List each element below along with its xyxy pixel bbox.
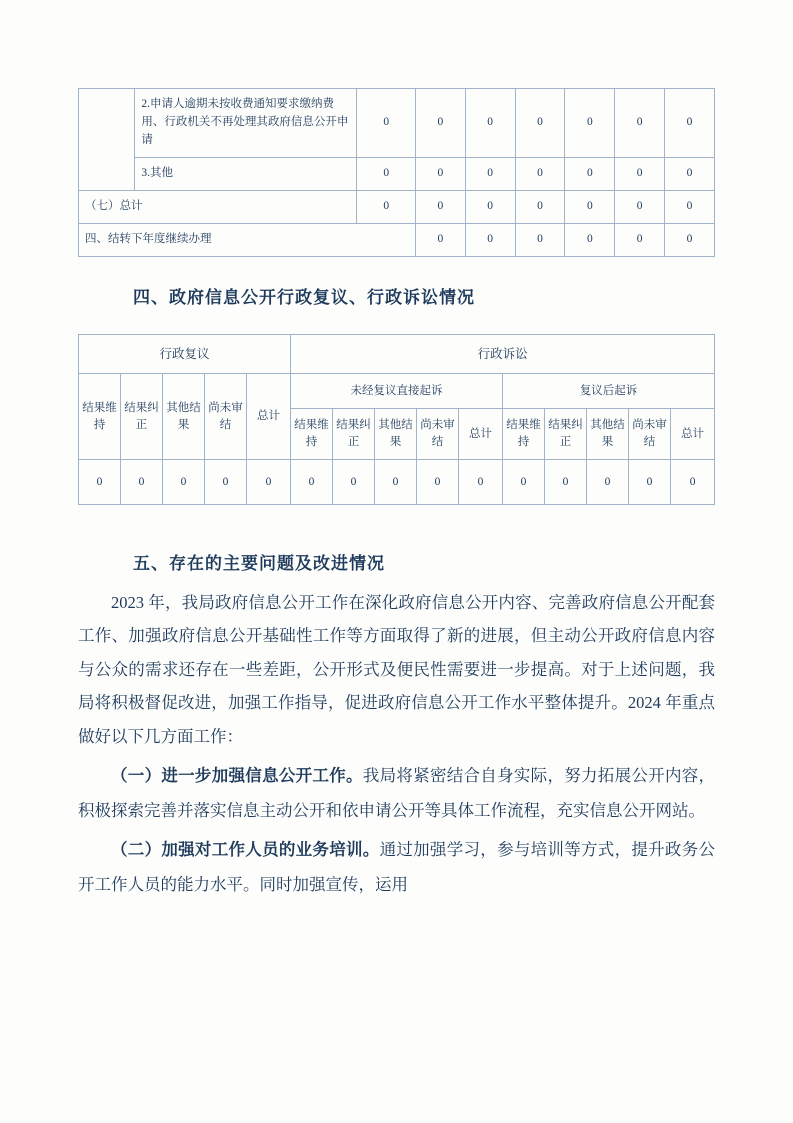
col-header-correct: 结果纠正 bbox=[545, 409, 587, 460]
row-value: 0 bbox=[665, 89, 715, 158]
row-value: 0 bbox=[465, 89, 515, 158]
row-value: 0 bbox=[465, 191, 515, 224]
row-label: 3.其他 bbox=[135, 158, 357, 191]
col-header-other: 其他结果 bbox=[163, 374, 205, 460]
col-header-total: 总计 bbox=[459, 409, 503, 460]
table-row bbox=[79, 191, 715, 224]
row-value: 0 bbox=[565, 158, 615, 191]
row-value: 0 bbox=[615, 89, 665, 158]
cell-value: 0 bbox=[291, 460, 333, 505]
row-value: 0 bbox=[565, 89, 615, 158]
section-4-heading: 四、政府信息公开行政复议、行政诉讼情况 bbox=[133, 288, 475, 307]
section-5-heading: 五、存在的主要问题及改进情况 bbox=[133, 554, 385, 573]
paragraph-lead: （二）加强对工作人员的业务培训。 bbox=[111, 841, 380, 860]
col-header-maintain: 结果维持 bbox=[291, 409, 333, 460]
row-value: 0 bbox=[515, 224, 565, 257]
cell-value: 0 bbox=[417, 460, 459, 505]
row-value: 0 bbox=[615, 224, 665, 257]
col-header-maintain: 结果维持 bbox=[79, 374, 121, 460]
paragraph bbox=[78, 833, 715, 901]
row-value: 0 bbox=[515, 191, 565, 224]
col-header-maintain: 结果维持 bbox=[503, 409, 545, 460]
cell-value: 0 bbox=[79, 460, 121, 505]
row-label: 四、结转下年度继续办理 bbox=[79, 224, 416, 257]
table-row bbox=[79, 89, 715, 158]
col-header-pending: 尚未审结 bbox=[629, 409, 671, 460]
row-value: 0 bbox=[565, 191, 615, 224]
subgroup-header-after-review: 复议后起诉 bbox=[503, 374, 715, 409]
col-header-correct: 结果纠正 bbox=[121, 374, 163, 460]
row-value: 0 bbox=[665, 191, 715, 224]
administrative-review-litigation-table bbox=[78, 334, 715, 505]
row-value: 0 bbox=[357, 158, 416, 191]
col-header-other: 其他结果 bbox=[587, 409, 629, 460]
row-value: 0 bbox=[415, 158, 465, 191]
row-value: 0 bbox=[565, 224, 615, 257]
col-header-pending: 尚未审结 bbox=[205, 374, 247, 460]
row-value: 0 bbox=[415, 191, 465, 224]
cell-value: 0 bbox=[375, 460, 417, 505]
cell-value: 0 bbox=[671, 460, 715, 505]
col-header-pending: 尚未审结 bbox=[417, 409, 459, 460]
row-value: 0 bbox=[357, 191, 416, 224]
cell-value: 0 bbox=[545, 460, 587, 505]
row-value: 0 bbox=[357, 89, 416, 158]
row-value: 0 bbox=[465, 224, 515, 257]
row-value: 0 bbox=[415, 89, 465, 158]
col-header-correct: 结果纠正 bbox=[333, 409, 375, 460]
cell-value: 0 bbox=[205, 460, 247, 505]
row-value: 0 bbox=[615, 158, 665, 191]
row-label: （七）总计 bbox=[79, 191, 357, 224]
row-value: 0 bbox=[665, 224, 715, 257]
group-header-admin-review: 行政复议 bbox=[79, 335, 291, 374]
row-label: 2.申请人逾期未按收费通知要求缴纳费用、行政机关不再处理其政府信息公开申请 bbox=[135, 89, 357, 158]
cell-value: 0 bbox=[333, 460, 375, 505]
table-row bbox=[79, 460, 715, 505]
group-header-litigation: 行政诉讼 bbox=[291, 335, 715, 374]
cell-value: 0 bbox=[121, 460, 163, 505]
paragraph-text: 2023 年，我局政府信息公开工作在深化政府信息公开内容、完善政府信息公开配套工作、加强政府信息公开基础性工作等方面取得了新的进展，但主动公开政府信息内容与公众的需求还存在一些差距，公开形式及便民性需要进一步提高。对于上述问题，我局将积极督促改进，加强工作指导，促进政府信息公开工作水平整体提升。2024 年重点做好以下几方面工作： bbox=[78, 593, 715, 746]
row-value: 0 bbox=[515, 89, 565, 158]
table-header-row-1 bbox=[79, 335, 715, 374]
col-header-other: 其他结果 bbox=[375, 409, 417, 460]
cell-value: 0 bbox=[163, 460, 205, 505]
cell-value: 0 bbox=[587, 460, 629, 505]
table-row bbox=[79, 158, 715, 191]
paragraph-text: 通过加强学习，参与培训等方式，提升政务公开工作人员的能力水平。同时加强宣传，运用 bbox=[78, 840, 716, 894]
row-value: 0 bbox=[515, 158, 565, 191]
subgroup-header-direct: 未经复议直接起诉 bbox=[291, 374, 503, 409]
table-header-row-2 bbox=[79, 374, 715, 409]
cell-value: 0 bbox=[247, 460, 291, 505]
cell-value: 0 bbox=[503, 460, 545, 505]
row-value: 0 bbox=[665, 158, 715, 191]
row-value: 0 bbox=[615, 191, 665, 224]
continued-statistics-table bbox=[78, 88, 715, 257]
paragraph-lead: （一）进一步加强信息公开工作。 bbox=[111, 767, 363, 786]
row-value: 0 bbox=[465, 158, 515, 191]
cell-value: 0 bbox=[629, 460, 671, 505]
cell-value: 0 bbox=[459, 460, 503, 505]
table-row bbox=[79, 224, 715, 257]
paragraph-text: 我局将紧密结合自身实际，努力拓展公开内容，积极探索完善并落实信息主动公开和依申请公开等具体工作流程，充实信息公开网站。 bbox=[78, 766, 716, 820]
section-5-body bbox=[78, 586, 715, 901]
paragraph bbox=[78, 759, 715, 827]
col-header-total: 总计 bbox=[671, 409, 715, 460]
row-value: 0 bbox=[415, 224, 465, 257]
row-group-blank-cell bbox=[79, 89, 135, 191]
col-header-total: 总计 bbox=[247, 374, 291, 460]
paragraph bbox=[78, 586, 715, 753]
